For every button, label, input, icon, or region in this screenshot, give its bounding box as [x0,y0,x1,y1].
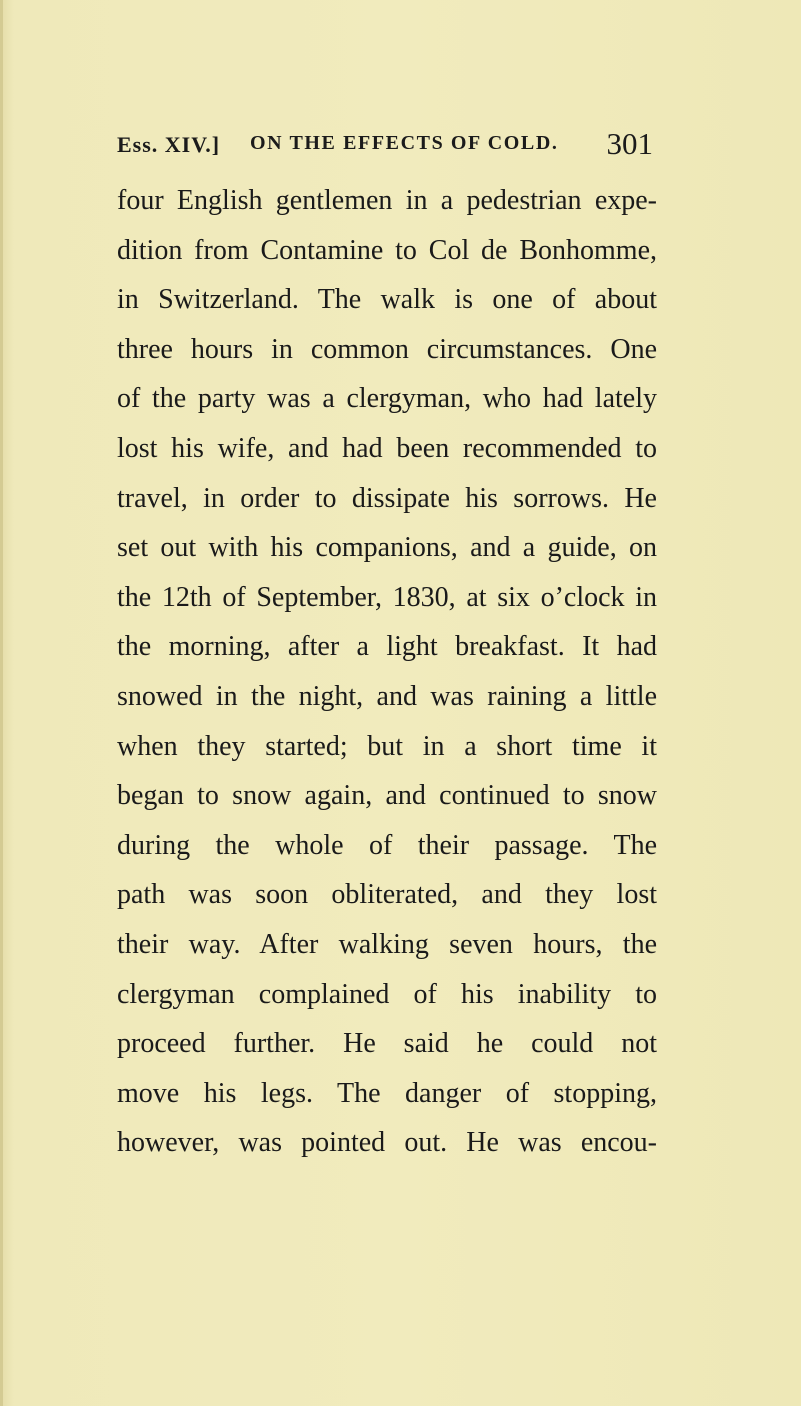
text-line: dition from Contamine to Col de Bonhomme, [117,234,657,266]
text-line: their way. After walking seven hours, the [117,928,657,960]
text-line: snowed in the night, and was raining a little [117,680,657,712]
text-line: the morning, after a light breakfast. It had [117,631,657,663]
text-line: path was soon obliterated, and they lost [117,879,657,911]
text-line: of the party was a clergyman, who had lately [117,383,657,415]
text-line: began to snow again, and continued to snow [117,780,657,812]
text-line: proceed further. He said he could not [117,1028,657,1060]
text-line: move his legs. The danger of stopping, [117,1077,657,1109]
text-line: in Switzerland. The walk is one of about [117,284,657,316]
text-line: lost his wife, and had been recommended to [117,432,657,464]
text-line: travel, in order to dissipate his sorrows. He [117,482,657,514]
running-head [117,126,653,166]
text-line: however, was pointed out. He was encou- [117,1127,657,1159]
text-line: during the whole of their passage. The [117,829,657,861]
text-line: the 12th of September, 1830, at six o’clock in [117,581,657,613]
page-edge [0,0,3,1406]
section-label: Ess. XIV.] [117,132,221,157]
text-line: clergyman complained of his inability to [117,978,657,1010]
text-line: when they started; but in a short time it [117,730,657,762]
text-line: three hours in common circumstances. One [117,333,657,365]
text-line: set out with his companions, and a guide, on [117,532,657,564]
chapter-title: ON THE EFFECTS OF COLD. [250,132,559,154]
page-number: 301 [606,126,653,161]
text-line: four English gentlemen in a pedestrian expe- [117,185,657,216]
body-text [117,176,657,1168]
